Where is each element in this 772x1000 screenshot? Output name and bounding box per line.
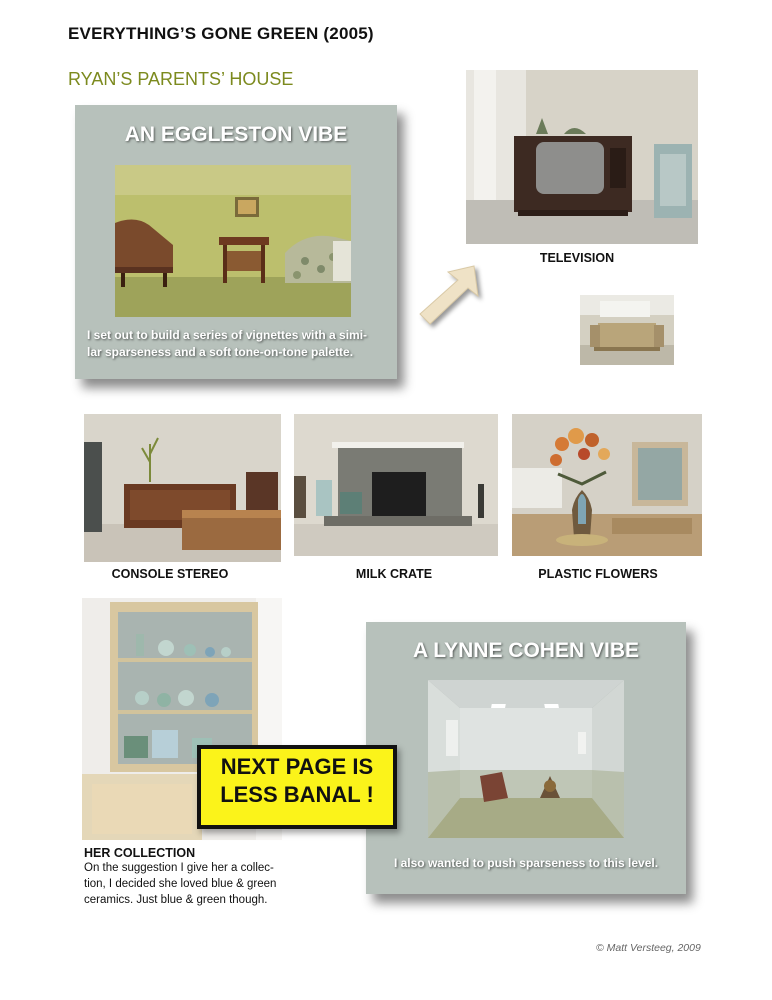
eggleston-text-line-2: lar sparseness and a soft tone-on-tone palette. [87,345,354,359]
cohen-heading: A LYNNE COHEN VIBE [413,639,639,662]
cohen-photo [428,680,624,838]
television-photo [466,70,698,244]
copyright-text: © Matt Versteeg, 2009 [596,942,701,954]
next-page-banner-line-1: NEXT PAGE IS [220,754,374,779]
her-collection-title: HER COLLECTION [84,846,196,860]
page-title: EVERYTHING’S GONE GREEN (2005) [68,24,374,43]
cohen-text: I also wanted to push sparseness to this level. [393,856,659,870]
eggleston-text-line-1: I set out to build a series of vignettes with a simi- [87,328,368,342]
console-stereo-caption: CONSOLE STEREO [111,567,229,581]
plastic-flowers-caption: PLASTIC FLOWERS [538,567,658,581]
eggleston-text [87,327,387,361]
chair-thumbnail-photo [580,295,674,365]
page-subtitle: RYAN’S PARENTS’ HOUSE [68,69,294,89]
eggleston-heading: AN EGGLESTON VIBE [124,123,348,146]
eggleston-photo [115,165,351,317]
next-page-banner-line-2: LESS BANAL ! [220,782,374,807]
cohen-card [366,622,686,894]
her-collection-line-3: ceramics. Just blue & green though. [84,894,268,906]
plastic-flowers-photo [512,414,702,556]
television-caption: TELEVISION [539,251,615,265]
her-collection-line-1: On the suggestion I give her a collec- [84,862,274,874]
next-page-banner [197,745,397,829]
eggleston-card [75,105,397,379]
her-collection-text [84,860,294,908]
milk-crate-photo [294,414,498,556]
milk-crate-caption: MILK CRATE [355,567,433,581]
her-collection-line-2: tion, I decided she loved blue & green [84,878,277,890]
console-stereo-photo [84,414,281,562]
arrow-icon [412,262,492,332]
